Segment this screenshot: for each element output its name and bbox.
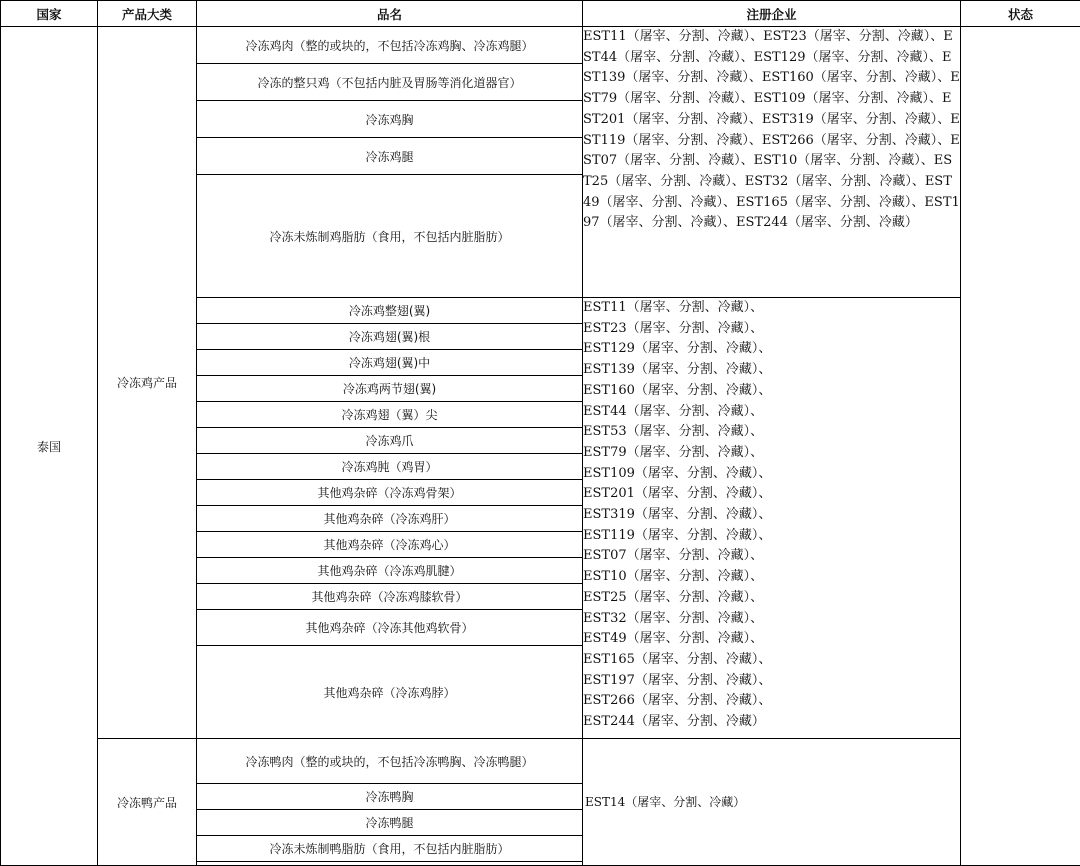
category-duck: 冷冻鸭产品 [98,739,197,866]
header-status: 状态 [961,1,1080,27]
enterprise-line: EST11（屠宰、分割、冷藏）、 [583,298,960,319]
enterprise-line: EST160（屠宰、分割、冷藏）、 [583,381,960,402]
enterprise-line: EST109（屠宰、分割、冷藏）、 [583,464,960,485]
enterprise-line: EST10（屠宰、分割、冷藏）、 [583,567,960,588]
enterprise-line: EST49（屠宰、分割、冷藏）、 [583,629,960,650]
enterprise-line: EST266（屠宰、分割、冷藏）、 [583,691,960,712]
product-name: 其他鸡杂碎（冷冻鸡心） [197,532,583,558]
product-name: 其他鸡杂碎（冷冻鸡肝） [197,506,583,532]
product-name: 其他鸡杂碎（冷冻鸡膝软骨） [197,584,583,610]
enterprise-list-duck: EST14（屠宰、分割、冷藏） [583,739,961,866]
product-name: 冷冻鸡胸 [197,101,583,138]
product-name: 冷冻鸡两节翅(翼) [197,376,583,402]
product-name: 冷冻鸭肉（整的或块的，不包括冷冻鸭胸、冷冻鸭腿） [197,739,583,784]
header-row [1,1,1080,27]
enterprise-line: EST139（屠宰、分割、冷藏）、 [583,360,960,381]
product-name: 冷冻鸭腿 [197,810,583,836]
enterprise-line: EST201（屠宰、分割、冷藏）、 [583,484,960,505]
enterprise-line: EST319（屠宰、分割、冷藏）、 [583,505,960,526]
product-name: 冷冻鸡腿 [197,138,583,175]
enterprise-line: EST129（屠宰、分割、冷藏）、 [583,339,960,360]
enterprise-line: EST07（屠宰、分割、冷藏）、 [583,546,960,567]
status-cell [961,27,1080,866]
enterprise-line: EST244（屠宰、分割、冷藏） [583,712,960,733]
header-enterprise: 注册企业 [583,1,961,27]
category-chicken: 冷冻鸡产品 [98,27,197,739]
enterprise-line: EST119（屠宰、分割、冷藏）、 [583,526,960,547]
product-name: 其他鸡杂碎（冷冻鸡肌腱） [197,558,583,584]
product-name: 其他鸡杂碎（冷冻鸡骨架） [197,480,583,506]
enterprise-line: EST44（屠宰、分割、冷藏）、 [583,402,960,423]
enterprise-line: EST32（屠宰、分割、冷藏）、 [583,609,960,630]
product-name: 冷冻鸡翅（翼）尖 [197,402,583,428]
product-name: 冷冻鸡翅(翼)根 [197,324,583,350]
enterprise-list-chicken-1: EST11（屠宰、分割、冷藏）、EST23（屠宰、分割、冷藏）、EST44（屠宰、分割、冷藏）、EST129（屠宰、分割、冷藏）、EST139（屠宰、分割、冷藏）、EST160（屠宰、分割、冷藏）、EST79（屠宰、分割、冷藏）、EST109（屠宰、分割、冷藏）、EST201（屠宰、分割、冷藏）、EST319（屠宰、分割、冷藏）、EST119（屠宰、分割、冷藏）、EST266（屠宰、分割、冷藏）、EST07（屠宰、分割、冷藏）、EST10（屠宰、分割、冷藏）、EST25（屠宰、分割、冷藏）、EST32（屠宰、分割、冷藏）、EST49（屠宰、分割、冷藏）、EST165（屠宰、分割、冷藏）、EST197（屠宰、分割、冷藏）、EST244（屠宰、分割、冷藏） [583,27,961,298]
product-name: 冷冻鸡翅(翼)中 [197,350,583,376]
enterprise-line: EST53（屠宰、分割、冷藏）、 [583,422,960,443]
product-name: 冷冻的整只鸡（不包括内脏及胃肠等消化道器官） [197,64,583,101]
enterprise-line: EST23（屠宰、分割、冷藏）、 [583,319,960,340]
enterprise-list-chicken-2 [583,298,961,739]
header-country: 国家 [1,1,98,27]
enterprise-line: EST165（屠宰、分割、冷藏）、 [583,650,960,671]
enterprise-line: EST79（屠宰、分割、冷藏）、 [583,443,960,464]
product-name: 冷冻鸡整翅(翼) [197,298,583,324]
enterprise-line: EST25（屠宰、分割、冷藏）、 [583,588,960,609]
enterprise-line: EST197（屠宰、分割、冷藏）、 [583,671,960,692]
product-name: 冷冻鸡肫（鸡胃） [197,454,583,480]
product-name: 冷冻未炼制鸭脂肪（食用，不包括内脏脂肪） [197,836,583,862]
table-row [1,27,1080,64]
header-category: 产品大类 [98,1,197,27]
header-product-name: 品名 [197,1,583,27]
product-name: 冷冻鸭胸 [197,784,583,810]
product-name: 冷冻未炼制鸡脂肪（食用，不包括内脏脂肪） [197,175,583,298]
table-row [1,739,1080,784]
product-name: 冷冻鸡肉（整的或块的，不包括冷冻鸡胸、冷冻鸡腿） [197,27,583,64]
country-cell: 泰国 [1,27,98,866]
product-name: 其他鸡杂碎（冷冻鸡脖） [197,646,583,739]
product-name: 其他鸡杂碎（冷冻其他鸡软骨） [197,610,583,646]
product-name: 冷冻鸡爪 [197,428,583,454]
